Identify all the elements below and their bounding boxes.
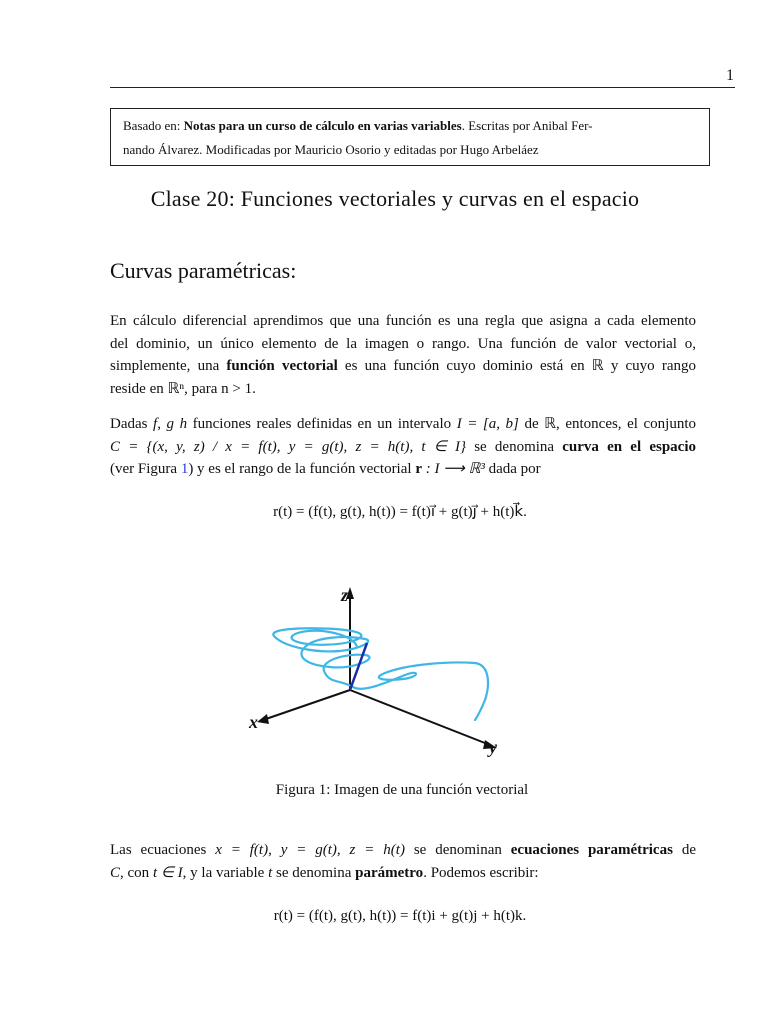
paragraph-3-line-2 [110, 862, 696, 885]
text-run: de ℝ, entonces, el conjunto [518, 416, 696, 432]
credits-book-title: Notas para un curso de cálculo en varias variables [183, 118, 462, 133]
page-number: 1 [726, 67, 734, 84]
text-run: . Podemos escribir: [423, 864, 539, 881]
credits-line-1 [123, 115, 697, 137]
section-title: Curvas paramétricas: [110, 258, 297, 283]
paragraph-1 [110, 310, 696, 400]
math-run: x = f(t), y = g(t), z = h(t) [215, 842, 405, 858]
x-arrowhead [257, 714, 269, 724]
paragraph-1-line-4: reside en ℝⁿ, para n > 1. [110, 380, 256, 397]
math-run: t [268, 864, 273, 881]
axis-label-z: z [341, 585, 349, 605]
text-run: Dadas [110, 416, 154, 432]
credits-prefix: Basado en: [123, 118, 184, 133]
paragraph-3-line-1 [110, 839, 696, 862]
text-run: se denomina [272, 864, 356, 881]
paragraph-2 [110, 413, 696, 481]
class-title: Clase 20: Funciones vectoriales y curvas en el espacio [150, 186, 640, 211]
text-run: ) y es el rango de la función vectorial [188, 461, 416, 477]
math-run: f, g h [153, 416, 188, 432]
text-run: , con [120, 864, 153, 881]
credits-line1-suffix: . Escritas por Anibal Fer- [461, 118, 593, 133]
text-run: es una función cuyo dominio está en ℝ y cuyo rango [337, 358, 696, 374]
term-parametro: parámetro [355, 864, 424, 881]
equation-1: r(t) = (f(t), g(t), h(t)) = f(t)i⃗ + g(t)j⃗ + h(t)k⃗. [273, 504, 527, 520]
math-run: C [110, 864, 121, 881]
text-run: de [672, 842, 696, 858]
text-run: , y la variable [182, 864, 269, 881]
math-run: I = [a, b] [456, 416, 519, 432]
text-run: se denominan [404, 842, 511, 858]
figure-caption: Figura 1: Imagen de una función vectorial [275, 782, 529, 798]
term-funcion-vectorial: función vectorial [226, 358, 338, 374]
math-run: : I ⟶ ℝ³ [421, 461, 485, 477]
text-run: simplemente, una [110, 358, 227, 374]
paragraph-2-line-1 [110, 413, 696, 436]
paragraph-3 [110, 839, 696, 884]
credits-line-2: nando Álvarez. Modificadas por Mauricio Osorio y editadas por Hugo Arbeláez [123, 142, 539, 157]
paragraph-1-line-2: del dominio, un único elemento de la imagen o rango. Una función de valor vectorial o, [110, 335, 696, 352]
math-run: t ∈ I [152, 864, 183, 881]
figure-reference-link[interactable]: 1 [180, 461, 189, 477]
paragraph-2-line-3 [110, 458, 696, 481]
text-run: dada por [484, 461, 541, 477]
equation-2: r(t) = (f(t), g(t), h(t)) = f(t)i + g(t)j + h(t)k. [273, 908, 527, 924]
text-run: se denomina [466, 438, 563, 455]
axis-label-y: y [489, 737, 497, 757]
vector-r: r [415, 461, 422, 477]
vector-curve-figure [245, 575, 525, 765]
paragraph-2-line-2 [110, 436, 696, 459]
text-run: (ver Figura [110, 461, 181, 477]
figure-1 [245, 575, 525, 765]
paragraph-1-line-1: En cálculo diferencial aprendimos que una función es una regla que asigna a cada elemento [110, 313, 696, 329]
credits-box [110, 108, 710, 166]
text-run: funciones reales definidas en un intervalo [187, 416, 457, 432]
x-axis [263, 690, 350, 720]
math-run: C = {(x, y, z) / x = f(t), y = g(t), z = h(t), t ∈ I} [110, 438, 467, 455]
axis-label-x: x [249, 712, 258, 732]
paragraph-1-line-3 [110, 355, 696, 378]
header-rule [110, 87, 735, 88]
term-curva-en-el-espacio: curva en el espacio [562, 438, 696, 455]
term-ecuaciones-parametricas: ecuaciones paramétricas [510, 842, 673, 858]
y-axis [350, 690, 490, 745]
text-run: Las ecuaciones [110, 842, 216, 858]
